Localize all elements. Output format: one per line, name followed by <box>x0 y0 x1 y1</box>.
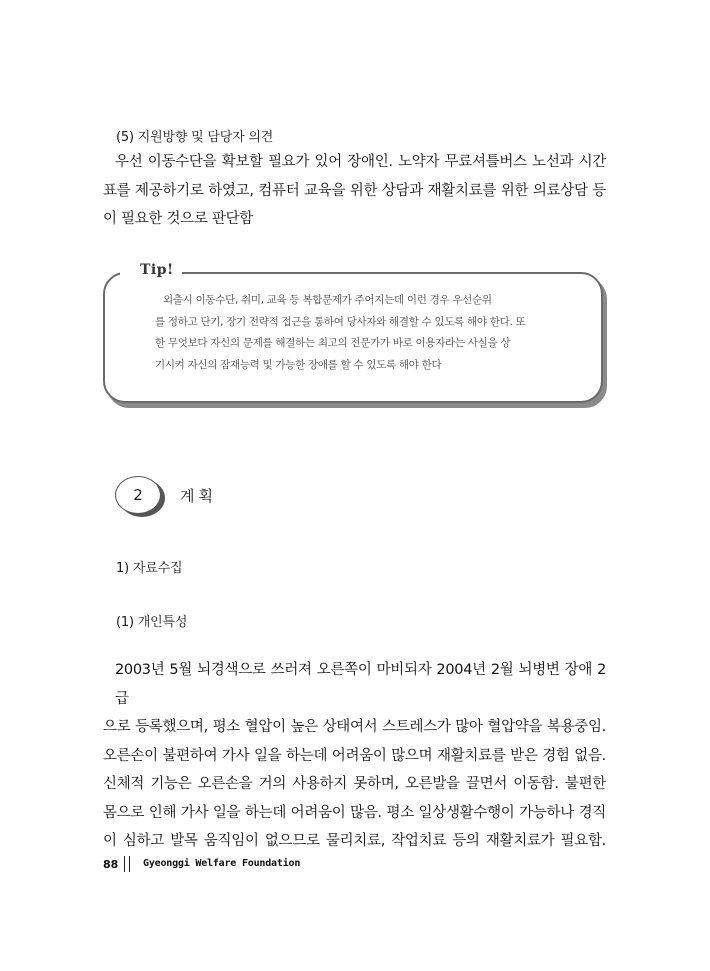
footer-divider <box>124 856 130 872</box>
section-number: 2 <box>133 486 143 504</box>
tip-line: 외출시 이동수단, 취미, 교육 등 복합문제가 주어지는데 이런 경우 우선순위 <box>163 294 492 306</box>
personal-line: 오른손이 불편하여 가사 일을 하는데 어려움이 많으며 재활치료를 받은 경험 없음. <box>103 747 606 764</box>
support-line: 표를 제공하기로 하였고, 컴퓨터 교육을 위한 상담과 재활치료를 위한 의료상담 등 <box>103 182 606 199</box>
tip-label: Tip! <box>120 262 182 278</box>
tip-line: 를 정하고 단기, 장기 전략적 접근을 통하여 당사자와 해결할 수 있도록 해야 한다. 또 <box>155 315 526 328</box>
support-paragraph <box>103 148 606 234</box>
personal-line: 이 심하고 발목 움직임이 없으므로 물리치료, 작업치료 등의 재활치료가 필요함. <box>103 833 606 849</box>
personal-line: 2003년 5월 뇌경색으로 쓰러져 오른쪽이 마비되자 2004년 2월 뇌병변 장애 2급 <box>115 662 606 707</box>
personal-paragraph <box>103 656 606 856</box>
tip-line: 한 무엇보다 자신의 문제를 해결하는 최고의 전문가가 바로 이용자라는 사실을 상 <box>155 337 511 349</box>
section-title: 계획 <box>180 487 217 505</box>
tip-text <box>155 290 575 376</box>
personal-traits-heading: (1) 개인특성 <box>116 615 188 630</box>
tip-line: 기시켜 자신의 잠재능력 및 가능한 장애를 할 수 있도록 해야 한다 <box>155 358 442 371</box>
support-line: 우선 이동수단을 확보할 필요가 있어 장애인. 노약자 무료셔틀버스 노선과 시간 <box>115 154 606 170</box>
footer-organization: Gyeonggi Welfare Foundation <box>143 858 301 869</box>
data-collection-heading: 1) 자료수집 <box>116 561 183 576</box>
personal-line: 몸으로 인해 가사 일을 하는데 어려움이 많음. 평소 일상생활수행이 가능하나 경직 <box>103 804 606 821</box>
personal-line: 으로 등록했으며, 평소 혈압이 높은 상태여서 스트레스가 많아 혈압약을 복용중임. <box>103 719 606 735</box>
personal-line: 신체적 기능은 오른손을 거의 사용하지 못하며, 오른발을 끌면서 이동함. 불편한 <box>103 776 606 792</box>
section-number-badge <box>115 476 161 514</box>
page-number: 88 <box>103 858 119 871</box>
support-direction-heading: (5) 지원방향 및 담당자 의견 <box>116 130 274 145</box>
support-line: 이 필요한 것으로 판단함 <box>103 211 253 227</box>
